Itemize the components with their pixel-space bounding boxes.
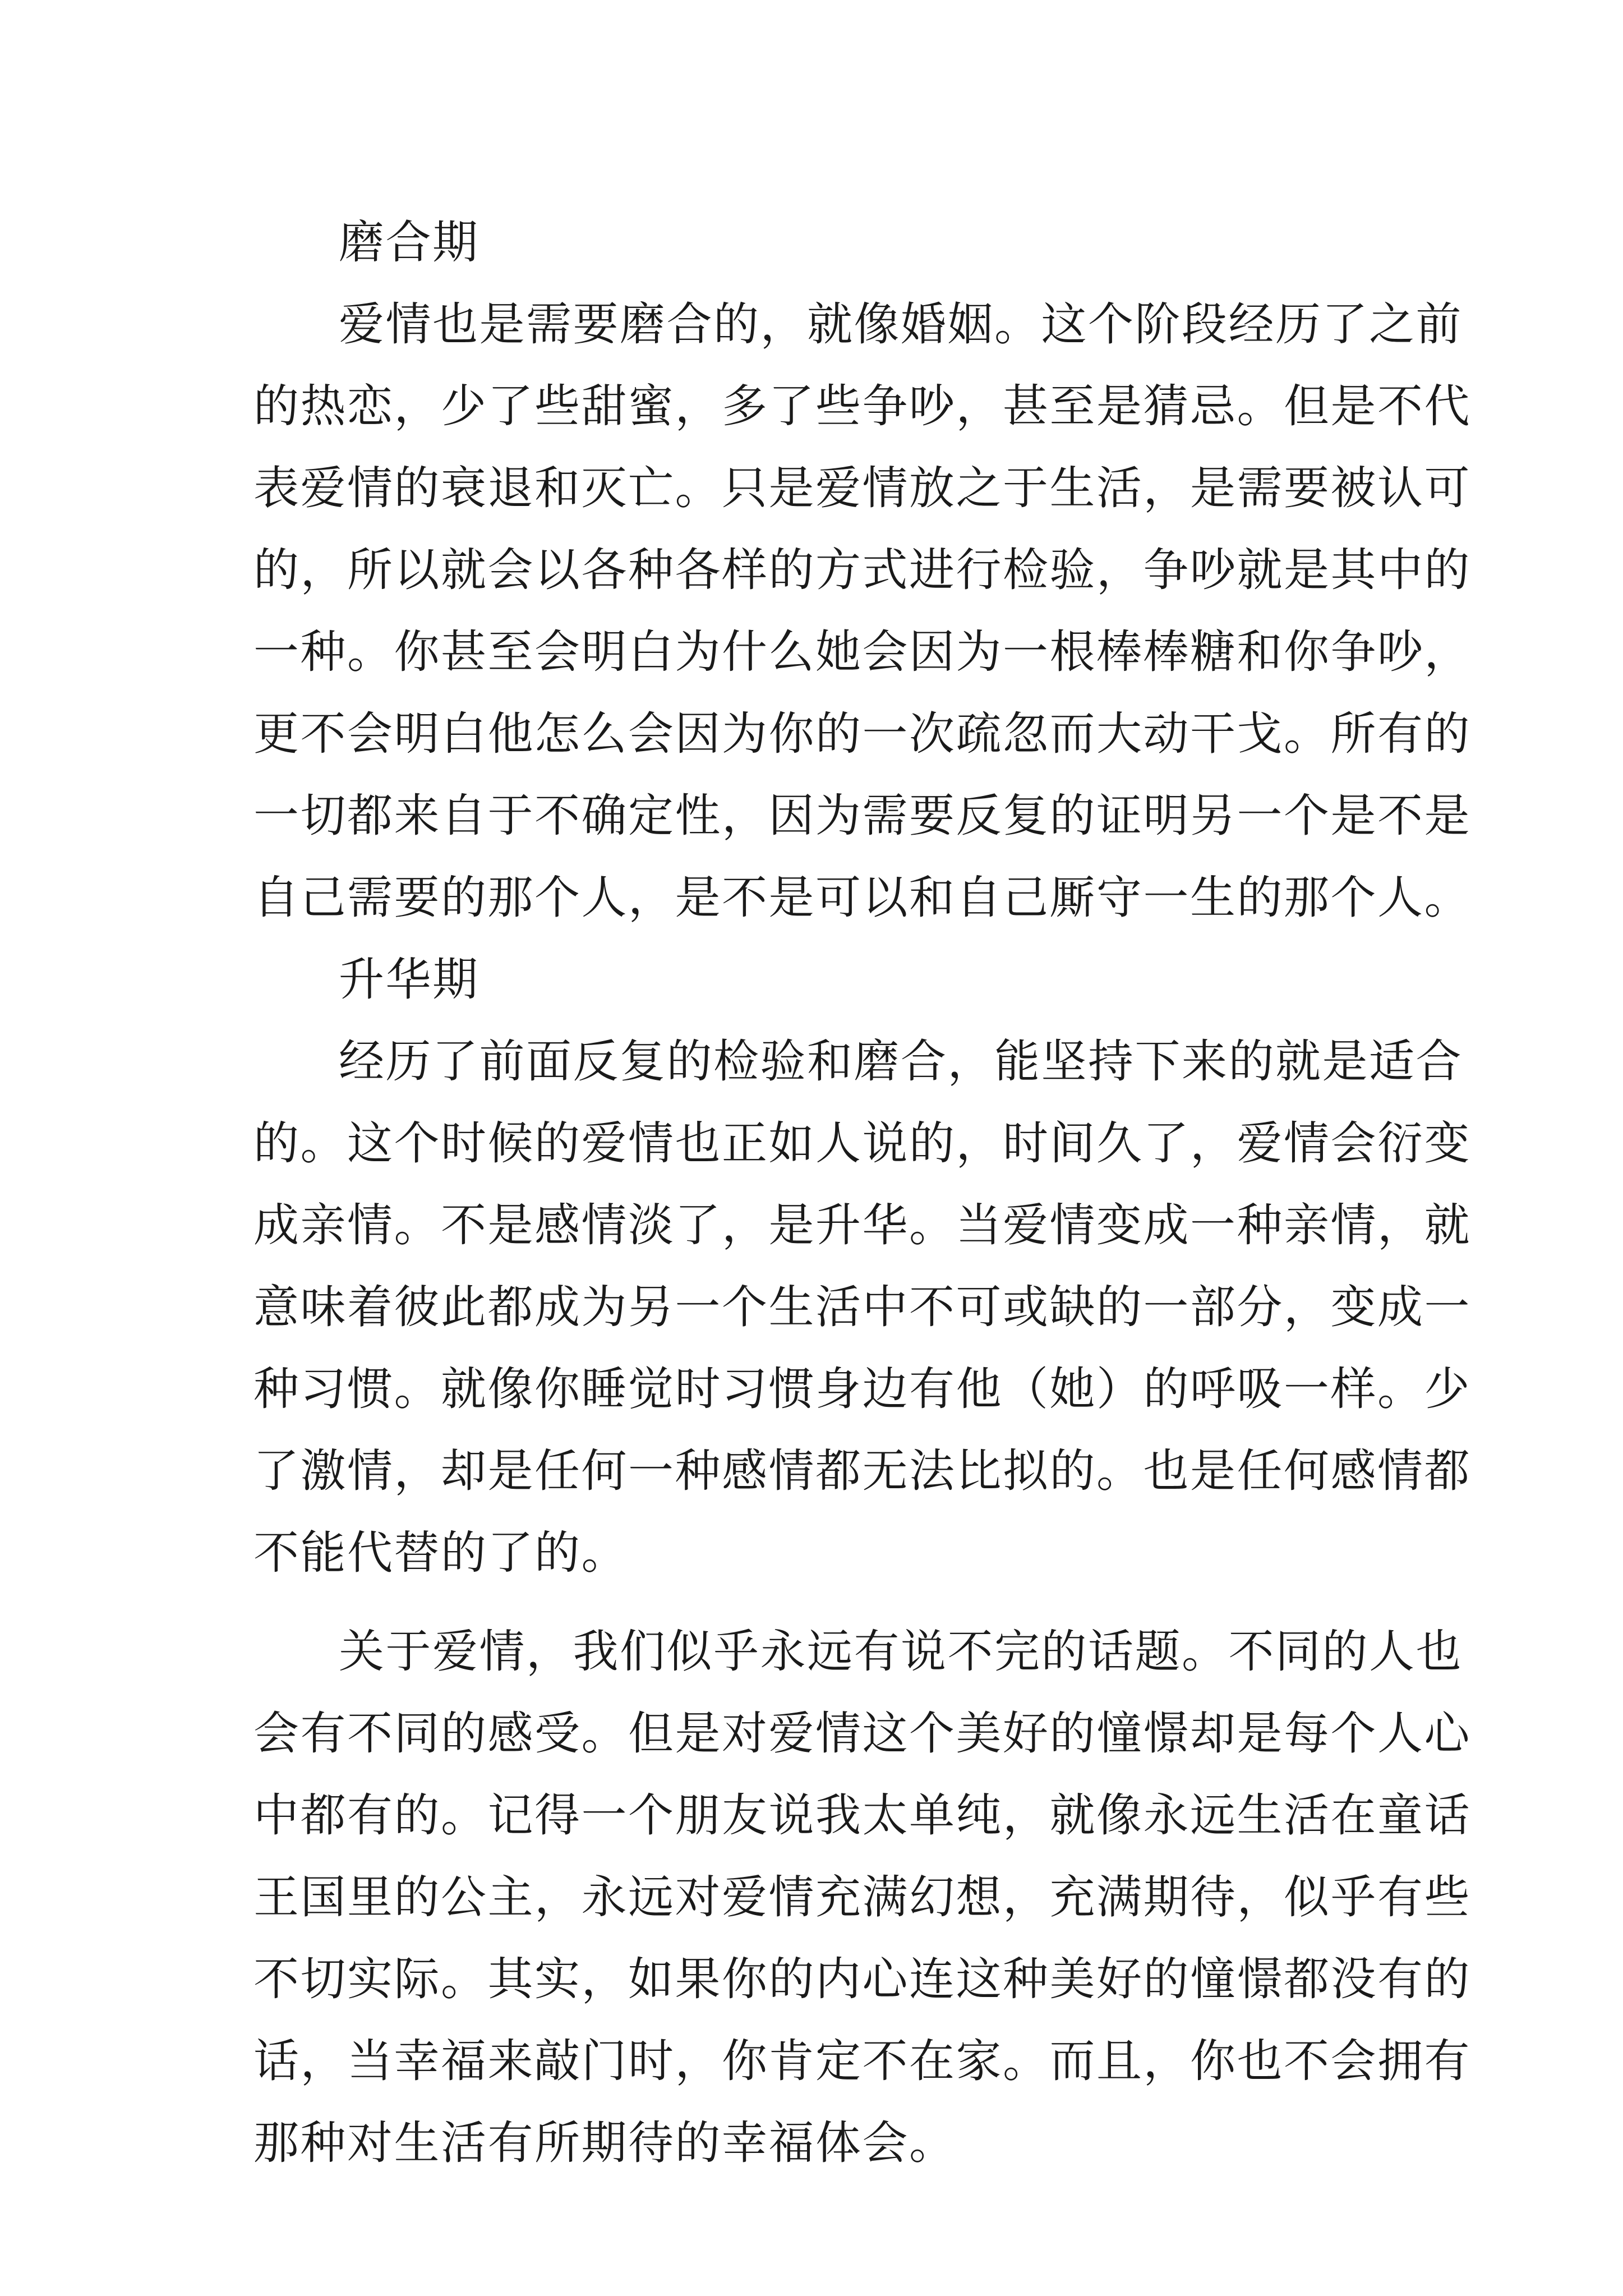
paragraph-line: 不切实际。其实，如果你的内心连这种美好的憧憬都没有的 [253, 1953, 1472, 2006]
paragraph-closing [253, 1611, 1472, 2184]
paragraph-line: 了激情，却是任何一种感情都无法比拟的。也是任何感情都 [253, 1445, 1472, 1498]
paragraph-spacer [253, 1594, 1381, 1611]
paragraph-line: 话，当幸福来敲门时，你肯定不在家。而且，你也不会拥有 [253, 2035, 1472, 2088]
paragraph-line: 经历了前面反复的检验和磨合，能坚持下来的就是适合 [339, 1036, 1463, 1088]
paragraph-line: 表爱情的衰退和灭亡。只是爱情放之于生活，是需要被认可 [253, 462, 1472, 515]
paragraph-line: 关于爱情，我们似乎永远有说不完的话题。不同的人也 [339, 1626, 1463, 1678]
paragraph-line: 意味着彼此都成为另一个生活中不可或缺的一部分，变成一 [253, 1281, 1472, 1334]
paragraph-line: 自己需要的那个人，是不是可以和自己厮守一生的那个人。 [253, 872, 1472, 924]
section-heading-mohe: 磨合期 [339, 217, 479, 269]
paragraph-line: 爱情也是需要磨合的，就像婚姻。这个阶段经历了之前 [339, 298, 1463, 351]
paragraph-line: 会有不同的感受。但是对爱情这个美好的憧憬却是每个人心 [253, 1708, 1472, 1760]
paragraph-line: 中都有的。记得一个朋友说我太单纯，就像永远生活在童话 [253, 1789, 1472, 1842]
paragraph-line: 一切都来自于不确定性，因为需要反复的证明另一个是不是 [253, 790, 1472, 843]
paragraph-line: 成亲情。不是感情淡了，是升华。当爱情变成一种亲情，就 [253, 1199, 1472, 1252]
document-body [253, 202, 1472, 2184]
paragraph-shenghua [253, 1021, 1472, 1594]
paragraph-mohe [253, 284, 1472, 939]
paragraph-line: 的，所以就会以各种各样的方式进行检验，争吵就是其中的 [253, 544, 1472, 597]
paragraph-line: 不能代替的了的。 [253, 1527, 629, 1580]
paragraph-line: 一种。你甚至会明白为什么她会因为一根棒棒糖和你争吵， [253, 626, 1472, 679]
section-heading-shenghua: 升华期 [339, 954, 479, 1006]
paragraph-line: 更不会明白他怎么会因为你的一次疏忽而大动干戈。所有的 [253, 708, 1472, 761]
paragraph-line: 种习惯。就像你睡觉时习惯身边有他（她）的呼吸一样。少 [253, 1363, 1472, 1416]
paragraph-line: 的。这个时候的爱情也正如人说的，时间久了，爱情会衍变 [253, 1117, 1472, 1170]
paragraph-line: 王国里的公主，永远对爱情充满幻想，充满期待，似乎有些 [253, 1871, 1472, 1924]
paragraph-line: 的热恋，少了些甜蜜，多了些争吵，甚至是猜忌。但是不代 [253, 380, 1472, 433]
paragraph-line: 那种对生活有所期待的幸福体会。 [253, 2117, 956, 2170]
